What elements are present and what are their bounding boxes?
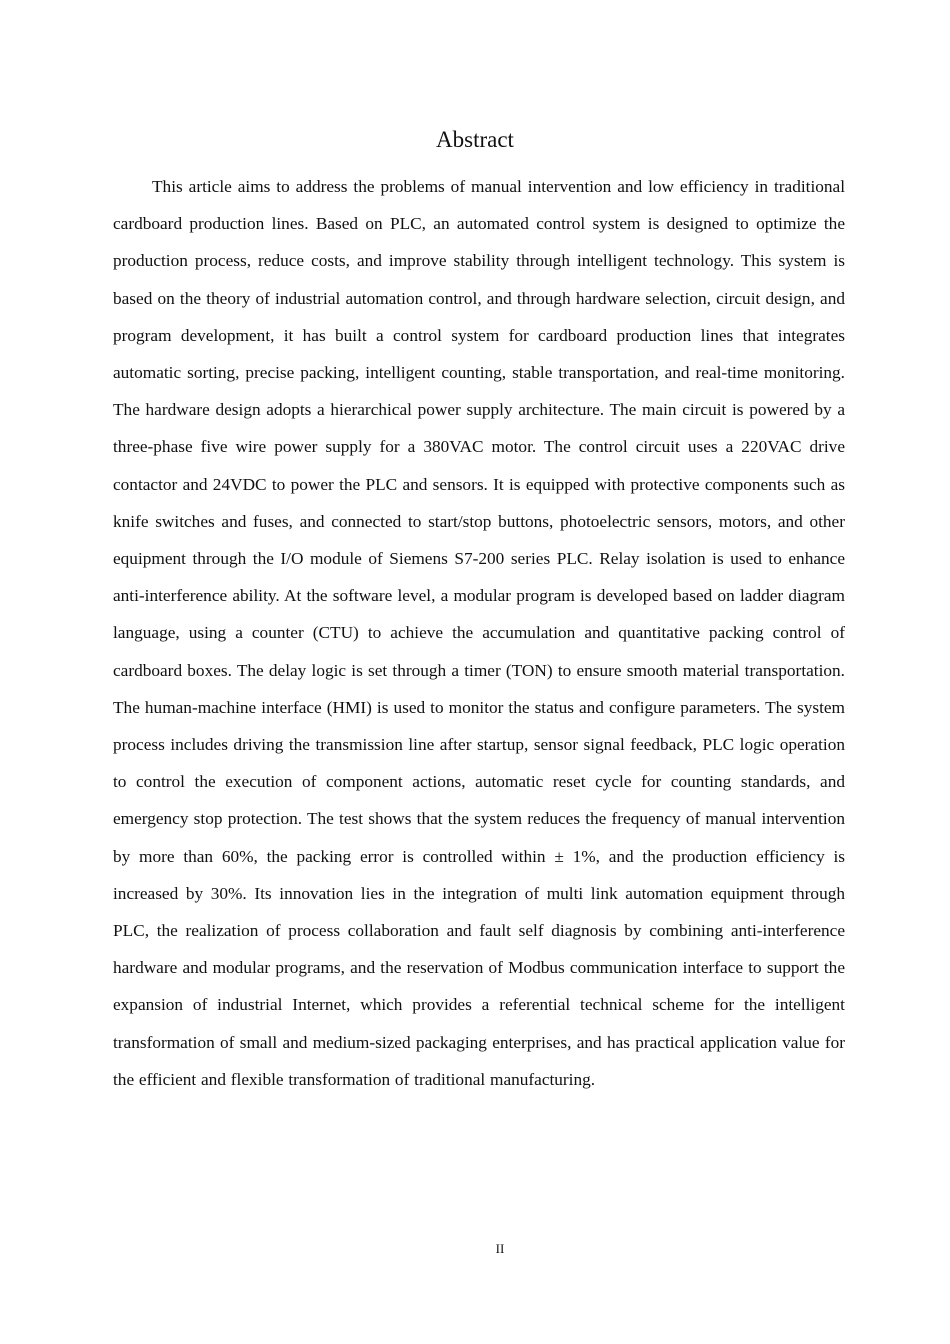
abstract-body: This article aims to address the problems of manual intervention and low efficiency in traditional cardboard production lines. Based on PLC, an automated control system is designed to optimize the production process, reduce costs, and improve stability through intelligent technology. This system is based on the theory of industrial automation control, and through hardware selection, circuit design, and program development, it has built a control system for cardboard production lines that integrates automatic sorting, precise packing, intelligent counting, stable transportation, and real-time monitoring. The hardware design adopts a hierarchical power supply architecture. The main circuit is powered by a three-phase five wire power supply for a 380VAC motor. The control circuit uses a 220VAC drive contactor and 24VDC to power the PLC and sensors. It is equipped with protective components such as knife switches and fuses, and connected to start/stop buttons, photoelectric sensors, motors, and other equipment through the I/O module of Siemens S7-200 series PLC. Relay isolation is used to enhance anti-interference ability. At the software level, a modular program is developed based on ladder diagram language, using a counter (CTU) to achieve the accumulation and quantitative packing control of cardboard boxes. The delay logic is set through a timer (TON) to ensure smooth material transportation. The human-machine interface (HMI) is used to monitor the status and configure parameters. The system process includes driving the transmission line after startup, sensor signal feedback, PLC logic operation to control the execution of component actions, automatic reset cycle for counting standards, and emergency stop protection. The test shows that the system reduces the frequency of manual intervention by more than 60%, the packing error is controlled within ± 1%, and the production efficiency is increased by 30%. Its innovation lies in the integration of multi link automation equipment through PLC, the realization of process collaboration and fault self diagnosis by combining anti-interference hardware and modular programs, and the reservation of Modbus communication interface to support the expansion of industrial Internet, which provides a referential technical scheme for the intelligent transformation of small and medium-sized packaging enterprises, and has practical application value for the efficient and flexible transformation of traditional manufacturing. [113,177,845,1089]
page-number: II [495,1241,505,1256]
abstract-title: Abstract [436,127,514,152]
